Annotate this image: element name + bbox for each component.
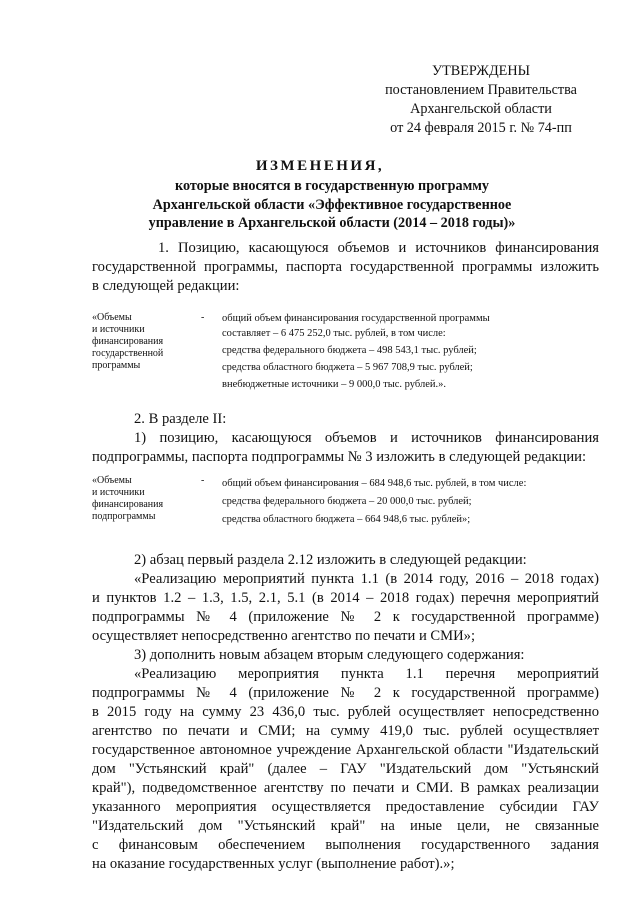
paragraph-line: в следующей редакции: (92, 278, 240, 294)
table-value-line: средства областного бюджета – 664 948,6 тыс. рублей»; (222, 514, 471, 525)
section-2-paragraph (92, 410, 599, 467)
financing-table-subprogram (92, 475, 602, 535)
paragraph-line: подпрограммы № 4 (приложение № 2 к государственной программе) (92, 609, 599, 625)
approval-date-line: от 24 февраля 2015 г. № 74-пп (390, 120, 572, 136)
paragraph-line: 1) позицию, касающуюся объемов и источников финансирования (134, 430, 599, 446)
table-value-line: внебюджетные источники – 9 000,0 тыс. рублей.». (222, 379, 447, 390)
item-2-paragraph (92, 551, 599, 646)
table-value-cell (222, 475, 602, 529)
financing-table-program (92, 312, 602, 392)
paragraph-line: «Реализацию мероприятий пункта 1.1 (в 2014 году, 2016 – 2018 годах) (134, 571, 599, 587)
paragraph-line: осуществляет непосредственно агентство по печати и СМИ»; (92, 628, 476, 644)
item-3-paragraph (92, 646, 599, 874)
paragraph-line: «Реализацию мероприятия пункта 1.1 перечня мероприятий (134, 666, 599, 682)
table-value-line: средства федерального бюджета – 20 000,0 тыс. рублей; (222, 496, 472, 507)
paragraph-line: край"), подведомственное агентству по печати и СМИ. В рамках реализации (92, 780, 599, 796)
table-label-line: программы (92, 360, 141, 371)
paragraph-line: государственное автономное учреждение Архангельской области "Издательский (92, 742, 599, 758)
section-2-heading: 2. В разделе II: (134, 411, 227, 427)
table-value-line: общий объем финансирования государственной программы (222, 313, 490, 324)
table-label-line: и источники (92, 324, 145, 335)
paragraph-line: и пунктов 1.2 – 1.3, 1.5, 2.1, 5.1 (в 2014 – 2018 годах) перечня мероприятий (92, 590, 599, 606)
approval-line: постановлением Правительства (385, 82, 577, 98)
paragraph-line: указанного мероприятия осуществляется предоставление субсидии ГАУ (92, 799, 599, 815)
table-label-cell (92, 312, 192, 372)
subtitle-line: управление в Архангельской области (2014 – 2018 годы)» (148, 215, 516, 231)
paragraph-line: 2) абзац первый раздела 2.12 изложить в следующей редакции: (134, 552, 527, 568)
table-value-cell (222, 312, 602, 393)
table-dash: - (201, 475, 205, 486)
approval-block (372, 62, 590, 138)
paragraph-line: "Издательский дом "Устьянский край" на иные цели, не связанные (92, 818, 599, 834)
table-label-line: и источники (92, 487, 145, 498)
paragraph-line: в 2015 году на сумму 23 436,0 тыс. рублей осуществляет непосредственно (92, 704, 599, 720)
paragraph-line: дом "Устьянский край" (далее – ГАУ "Издательский дом "Устьянский (92, 761, 599, 777)
table-value-line: составляет – 6 475 252,0 тыс. рублей, в том числе: (222, 328, 446, 339)
paragraph-line: государственной программы, паспорта государственной программы изложить (92, 259, 599, 275)
table-value-line: общий объем финансирования – 684 948,6 тыс. рублей, в том числе: (222, 478, 527, 489)
paragraph-line: подпрограммы № 4 (приложение № 2 к государственной программе) (92, 685, 599, 701)
approval-heading: УТВЕРЖДЕНЫ (432, 63, 530, 79)
document-title: ИЗМЕНЕНИЯ, (255, 158, 385, 174)
approval-line: Архангельской области (410, 101, 552, 117)
paragraph-line: подпрограммы, паспорта подпрограммы № 3 изложить в следующей редакции: (92, 449, 587, 465)
table-label-line: финансирования (92, 336, 164, 347)
document-subtitle (0, 177, 640, 233)
table-label-line: государственной (92, 348, 164, 359)
table-label-cell (92, 475, 192, 523)
paragraph-line: на оказание государственных услуг (выполнение работ).»; (92, 856, 455, 872)
table-label-line: «Объемы (92, 312, 132, 323)
paragraph-line: 1. Позицию, касающуюся объемов и источников финансирования (158, 240, 599, 256)
paragraph-line: агентство по печати и СМИ; на сумму 419,0 тыс. рублей осуществляет (92, 723, 599, 739)
table-label-line: «Объемы (92, 475, 132, 486)
table-value-line: средства областного бюджета – 5 967 708,9 тыс. рублей; (222, 362, 473, 373)
subtitle-line: которые вносятся в государственную программу (174, 178, 490, 194)
paragraph-line: с финансовым обеспечением выполнения государственного задания (92, 837, 599, 853)
table-dash: - (201, 312, 205, 323)
section-1-paragraph (92, 239, 599, 296)
table-label-line: подпрограммы (92, 511, 156, 522)
paragraph-line: 3) дополнить новым абзацем вторым следующего содержания: (134, 647, 525, 663)
table-label-line: финансирования (92, 499, 164, 510)
subtitle-line: Архангельской области «Эффективное государственное (152, 196, 512, 213)
table-value-line: средства федерального бюджета – 498 543,1 тыс. рублей; (222, 345, 477, 356)
